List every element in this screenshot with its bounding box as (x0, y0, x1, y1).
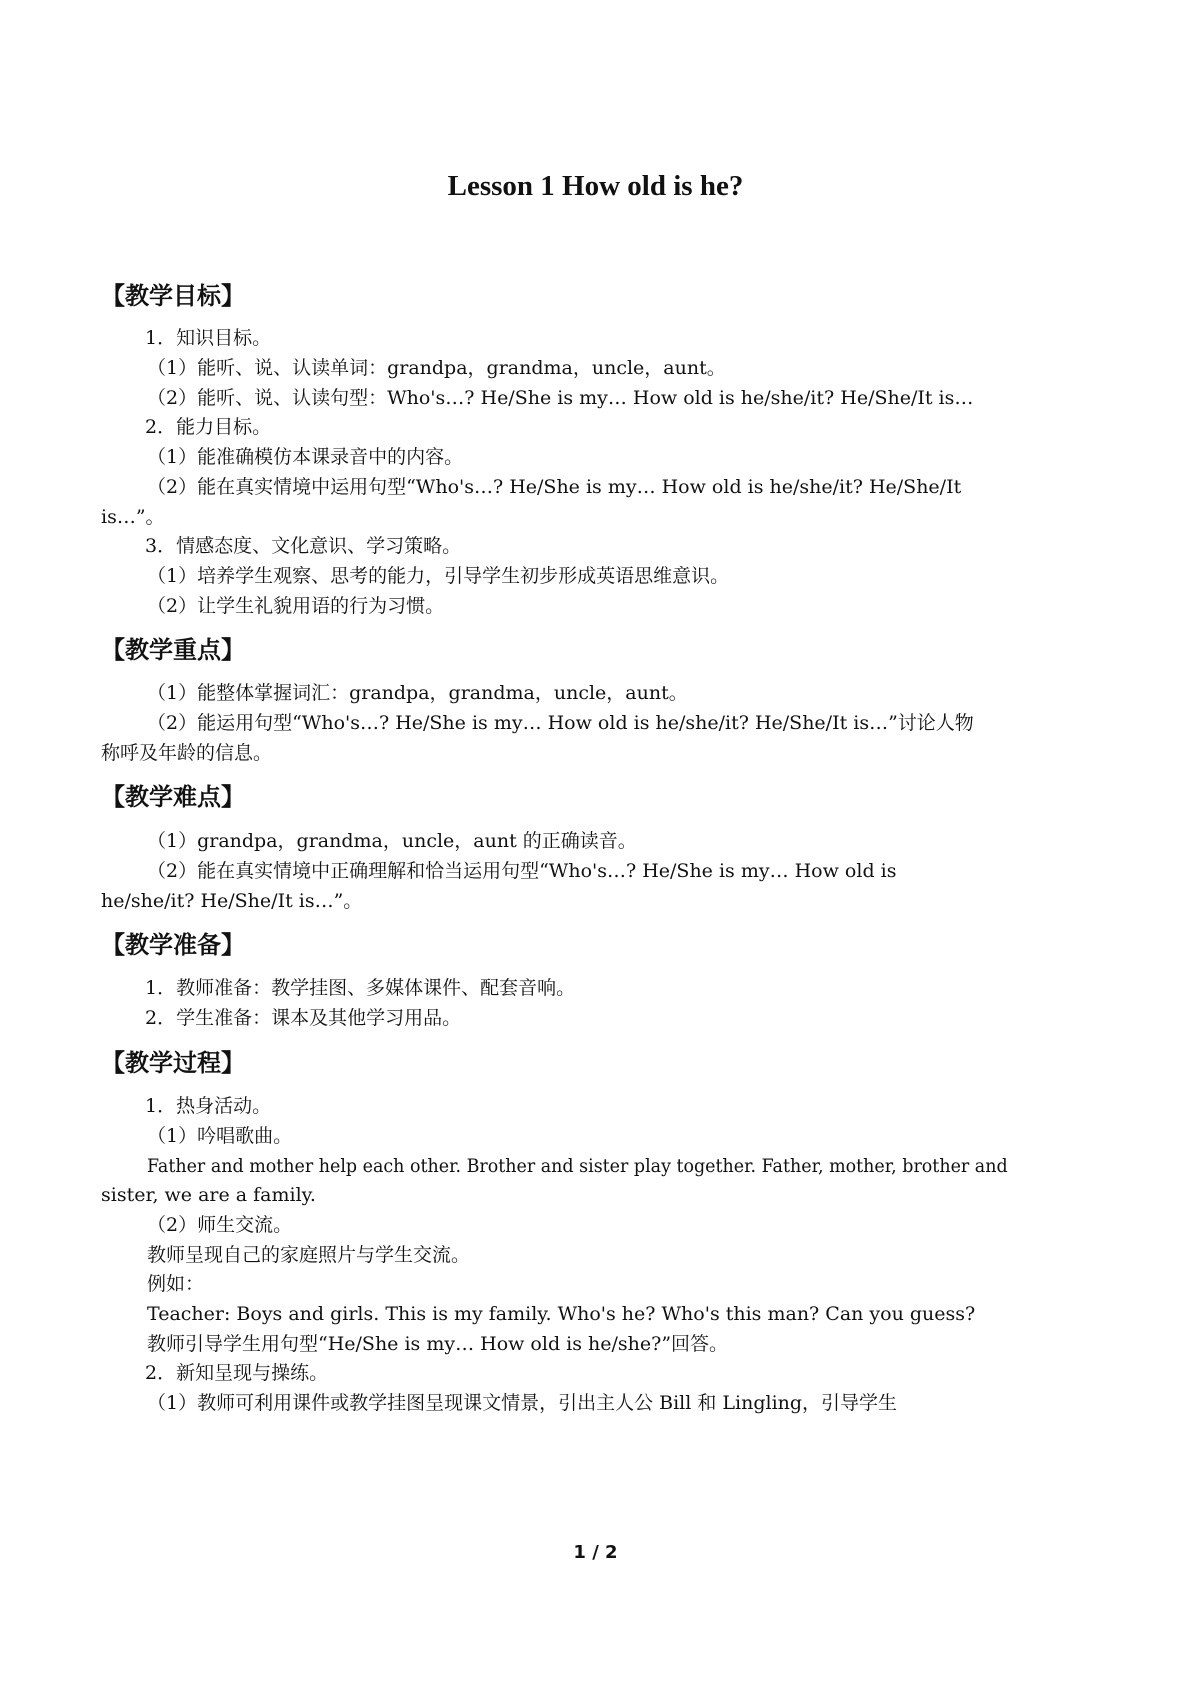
text-line: 2．新知呈现与操练。 (145, 1362, 329, 1384)
text-line: （1）能准确模仿本课录音中的内容。 (147, 446, 464, 468)
text-line: （2）能在真实情境中运用句型“Who's…? He/She is my… How old is he/she/it? He/She/It (147, 476, 962, 498)
text-line: （2）师生交流。 (147, 1214, 293, 1236)
text-line: he/she/it? He/She/It is…”。 (101, 890, 363, 912)
text-line: is…”。 (101, 506, 165, 528)
text-line: （2）能在真实情境中正确理解和恰当运用句型“Who's…? He/She is my… How old is (147, 860, 897, 882)
text-line: （2）让学生礼貌用语的行为习惯。 (147, 595, 445, 617)
page-number: 1 / 2 (573, 1542, 618, 1563)
text-line: （2）能听、说、认读句型：Who's…? He/She is my… How old is he/she/it? He/She/It is… (147, 387, 974, 409)
text-line: （1）吟唱歌曲。 (147, 1125, 293, 1147)
section-heading-process: 【教学过程】 (101, 1049, 245, 1077)
text-line: 2．能力目标。 (145, 416, 272, 438)
text-line: 1．热身活动。 (145, 1095, 272, 1117)
section-heading-preparation: 【教学准备】 (101, 931, 245, 959)
text-line: （1）教师可利用课件或教学挂图呈现课文情景，引出主人公 Bill 和 Lingling，引导学生 (147, 1392, 898, 1414)
text-line: 3．情感态度、文化意识、学习策略。 (145, 535, 462, 557)
text-line: （1）培养学生观察、思考的能力，引导学生初步形成英语思维意识。 (147, 565, 730, 587)
section-heading-objectives: 【教学目标】 (101, 282, 245, 310)
text-line: Teacher: Boys and girls. This is my family. Who's he? Who's this man? Can you guess? (147, 1303, 976, 1325)
text-line: （1）能整体掌握词汇：grandpa，grandma，uncle，aunt。 (147, 682, 688, 704)
text-line: （2）能运用句型“Who's…? He/She is my… How old is he/she/it? He/She/It is…”讨论人物 (147, 712, 974, 734)
text-line: 1．教师准备：教学挂图、多媒体课件、配套音响。 (145, 977, 576, 999)
section-heading-difficult-points: 【教学难点】 (101, 783, 245, 811)
text-line: 1．知识目标。 (145, 327, 272, 349)
text-line: （1）能听、说、认读单词：grandpa，grandma，uncle，aunt。 (147, 357, 726, 379)
text-line: 2．学生准备：课本及其他学习用品。 (145, 1007, 462, 1029)
text-line: 例如： (147, 1273, 205, 1295)
section-heading-key-points: 【教学重点】 (101, 636, 245, 664)
document-title: Lesson 1 How old is he? (447, 170, 744, 202)
text-line: Father and mother help each other. Brother and sister play together. Father, mother, brother and (147, 1155, 1008, 1177)
text-line: 称呼及年龄的信息。 (101, 742, 273, 764)
text-line: 教师引导学生用句型“He/She is my… How old is he/she?”回答。 (147, 1333, 729, 1355)
text-line: sister, we are a family. (101, 1184, 316, 1206)
text-line: 教师呈现自己的家庭照片与学生交流。 (147, 1244, 471, 1266)
text-line: （1）grandpa，grandma，uncle，aunt 的正确读音。 (147, 830, 637, 852)
